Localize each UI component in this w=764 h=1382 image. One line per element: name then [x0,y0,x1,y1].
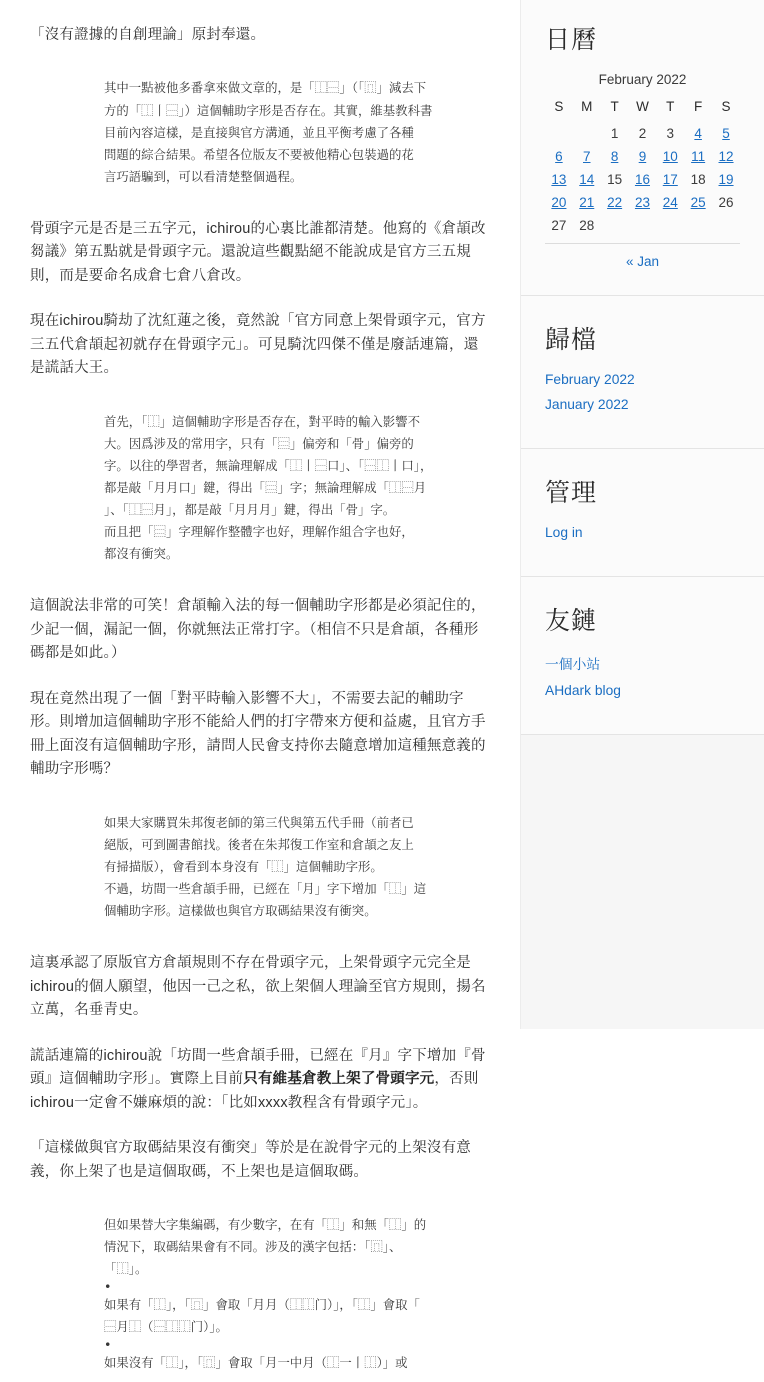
calendar-day-cell [629,168,657,191]
widget-links [521,577,764,735]
calendar-day-link[interactable]: 5 [722,126,730,141]
friend-link-item [545,653,740,673]
quote-line: 有掃描版），會看到本身沒有「⿰」這個輔助字形。 [104,858,383,874]
quote-line: 其中一點被他多番拿來做文章的，是「⿰⿱」（「⿵」減去下 [104,80,427,96]
calendar-week-row [545,191,740,214]
widget-archives [521,296,764,449]
quote-line: 大。因爲涉及的常用字，只有「⿳」偏旁和「骨」偏旁的 [104,435,414,451]
calendar-day-cell [545,122,573,145]
calendar-day-cell: 1 [610,126,619,141]
calendar-weekday-header: T [666,99,675,114]
quote-line: 「⿰」。 [104,1261,148,1277]
calendar-day-link[interactable]: 21 [579,195,595,210]
calendar-table [545,95,740,237]
quote-line: 」、「⿰⿱月」，都是敲「月月月」鍵，得出「骨」字。 [104,502,396,518]
calendar-day-cell [573,191,601,214]
calendar-day-cell: 2 [638,126,647,141]
meta-list [545,525,740,540]
quote-line: 字。以往的學習者，無論理解成「⿰丨⿱口」、「⿱⿰丨口」， [104,457,433,473]
friend-link-item [545,683,740,698]
calendar-day-link[interactable]: 19 [718,172,734,187]
calendar-day-cell: 18 [690,172,706,187]
friend-link-link[interactable]: 一個小站 [545,657,601,672]
quote-line: 言巧語騙到，可以看清楚整個過程。 [104,168,303,184]
quote-line: 都沒有衝突。 [104,546,179,562]
calendar-weekday-header: M [581,99,593,114]
links-title: 友鏈 [545,607,598,635]
article-paragraph: 謊話連篇的ichirou說「坊間一些倉頡手冊，已經在『月』字下增加『骨頭』這個輔助字形」。實際上目前只有維基倉教上架了骨頭字元，否則ichirou一定會不嫌麻煩的說：「比如xxxx教程含有骨頭字元」。 [30,1047,486,1111]
calendar-weekday-header: T [610,99,619,114]
calendar-day-cell [656,145,684,168]
quote-line: 如果有「⿰」，「⿵」會取「月月（⿰⿰门）」，「⿰」會取「 [104,1297,420,1313]
calendar-day-cell [629,191,657,214]
calendar-day-link[interactable]: 24 [662,195,678,210]
calendar-day-link[interactable]: 16 [634,172,650,187]
calendar-day-link[interactable]: 25 [690,195,706,210]
calendar-day-cell [601,145,629,168]
quote-line: 方的「⿰丨⿱」）這個輔助字形是否存在。其實，維基教科書 [104,102,433,118]
quote-line: ⿱月⿰（⿱⿰⿰门）」。 [104,1319,228,1335]
friend-link-link[interactable]: AHdark blog [545,683,621,698]
calendar-day-cell [601,191,629,214]
calendar-day-link[interactable]: 14 [579,172,595,187]
calendar-week-row [545,214,740,237]
calendar-day-cell [573,122,601,145]
calendar-day-cell [712,214,740,237]
calendar-day-link[interactable]: 4 [694,126,702,141]
calendar-prev-link[interactable]: « Jan [625,254,660,269]
calendar-day-cell: 28 [579,218,595,233]
calendar-day-cell [573,168,601,191]
calendar-day-cell [712,168,740,191]
article-paragraph: 現在ichirou騎劫了沈紅蓮之後，竟然說「官方同意上架骨頭字元，官方三五代倉頡起初就存在骨頭字元」。可見騎沈四傑不僅是廢話連篇，還是謊話大王。 [30,313,486,377]
archives-title: 歸檔 [545,326,598,354]
article-paragraph: 「沒有證據的自創理論」原封奉還。 [30,27,266,43]
calendar-week-row [545,122,740,145]
article-paragraph: 「這樣做與官方取碼結果沒有衝突」等於是在說骨字元的上架沒有意義，你上架了也是這個取碼，不上架也是這個取碼。 [30,1140,471,1180]
calendar-title: 日曆 [545,26,598,54]
quote-line: 都是敲「月月口」鍵，得出「⿳」字；無論理解成「⿰⿱月 [104,480,427,496]
article-paragraph: 這裏承認了原版官方倉頡規則不存在骨頭字元，上架骨頭字元完全是ichirou的個人願望，他因一己之私，欲上架個人理論至官方規則，揚名立萬，名垂青史。 [30,955,486,1019]
calendar-day-link[interactable]: 23 [634,195,650,210]
quote-bullet: • [104,1337,112,1353]
calendar-day-cell [629,214,657,237]
calendar-day-link[interactable]: 13 [551,172,567,187]
quote-line: 絕版，可到圖書館找。後者在朱邦復工作室和倉頡之友上 [104,836,414,852]
calendar-day-cell: 3 [666,126,675,141]
quote-line: 目前內容這樣，是直接與官方溝通，並且平衡考慮了各種 [104,124,414,140]
calendar-day-cell: 15 [607,172,623,187]
calendar-day-link[interactable]: 8 [610,149,619,164]
calendar-week-row [545,145,740,168]
calendar-header-row [545,95,740,122]
calendar-day-cell [712,145,740,168]
quote-bullet: • [104,1279,112,1295]
quote-line: 不過，坊間一些倉頡手冊，已經在「月」字下增加「⿰」這 [104,880,427,896]
calendar-day-cell [712,122,740,145]
calendar-day-link[interactable]: 7 [583,149,591,164]
widget-meta [521,449,764,577]
archives-link[interactable]: January 2022 [545,397,629,412]
calendar-day-cell [656,191,684,214]
calendar-day-cell [656,168,684,191]
calendar-day-cell [545,145,573,168]
archives-item [545,397,740,412]
calendar-day-cell [684,145,712,168]
calendar-weekday-header: S [554,99,564,114]
sidebar [520,0,764,1029]
calendar-caption: February 2022 [598,72,687,87]
calendar-day-link[interactable]: 6 [555,149,563,164]
article-paragraph: 骨頭字元是否是三五字元，ichirou的心裏比誰都清楚。他寫的《倉頡改芻議》第五點就是骨頭字元。還說這些觀點絕不能說成是官方三五規則，而是要命名成倉七倉八倉改。 [30,220,486,284]
calendar-day-link[interactable]: 20 [551,195,567,210]
quoted-text-image [92,69,492,195]
quoted-text-image [92,403,492,574]
calendar-weekday-header: W [636,99,649,114]
calendar-day-cell [601,214,629,237]
quote-line: 問題的綜合結果。希望各位版友不要被他精心包裝過的花 [104,146,414,162]
quote-line: 但如果替大字集編碼，有少數字，在有「⿰」和無「⿰」的 [104,1216,427,1232]
archives-item [545,372,740,387]
links-list [545,653,740,698]
quote-line: 首先，「⿰」這個輔助字形是否存在，對平時的輸入影響不 [104,413,420,429]
calendar-day-cell [545,168,573,191]
calendar-day-cell [656,214,684,237]
calendar-nav [545,243,740,269]
quote-line: 而且把「⿳」字理解作整體字也好，理解作組合字也好， [104,524,414,540]
calendar-day-link[interactable]: 12 [718,149,734,164]
quoted-text-image [92,1206,492,1382]
quoted-text-image [92,804,492,930]
archives-list [545,372,740,412]
archives-link[interactable]: February 2022 [545,372,635,387]
calendar-weekday-header: F [694,99,703,114]
calendar-day-cell: 27 [551,218,567,233]
quote-line: 個輔助字形。這樣做也與官方取碼結果沒有衝突。 [104,903,377,919]
calendar-day-cell [545,191,573,214]
quote-line: 情況下，取碼結果會有不同。涉及的漢字包括：「⿵」、 [104,1239,402,1255]
calendar-day-link[interactable]: 22 [607,195,623,210]
calendar-day-link[interactable]: 17 [662,172,678,187]
meta-title: 管理 [545,479,598,507]
calendar-day-cell [684,122,712,145]
calendar-week-row [545,168,740,191]
calendar-day-link[interactable]: 11 [691,149,706,164]
quote-line: 如果大家購買朱邦復老師的第三代與第五代手冊（前者已 [104,814,414,830]
calendar-weekday-header: S [721,99,731,114]
calendar-body [545,122,740,237]
calendar-day-cell: 26 [718,195,734,210]
quote-line: 如果沒有「⿰」，「⿵」會取「月一中月（⿰一丨⿰）」或 [104,1355,408,1371]
calendar-day-cell [684,214,712,237]
calendar-day-cell [573,145,601,168]
widget-calendar [521,0,764,296]
calendar-day-link[interactable]: 10 [662,149,678,164]
meta-item [545,525,740,540]
calendar-day-link[interactable]: 9 [638,149,647,164]
article-paragraph: 這個說法非常的可笑！倉頡輸入法的每一個輔助字形都是必須記住的，少記一個，漏記一個，你就無法正常打字。（相信不只是倉頡，各種形碼都是如此。） [30,598,486,662]
calendar-day-cell [629,145,657,168]
meta-link[interactable]: Log in [545,525,583,540]
article-paragraph: 現在竟然出現了一個「對平時輸入影響不大」，不需要去記的輔助字形。則增加這個輔助字形不能給人們的打字帶來方便和益處，且官方手冊上面沒有這個輔助字形，請問人民會支持你去隨意增加這種無意義的輔助字形嗎？ [30,690,486,778]
calendar-day-cell [684,191,712,214]
